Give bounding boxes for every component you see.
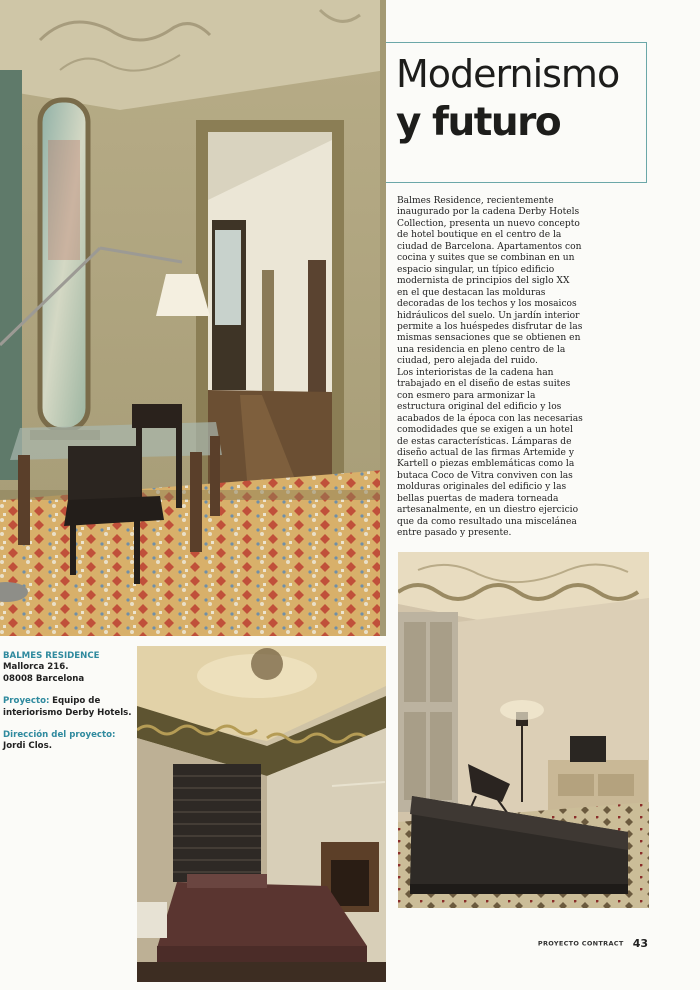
project-credits [3, 651, 133, 764]
photo-bedroom [137, 646, 386, 982]
article-subtitle: y futuro [396, 100, 561, 145]
address-line-1: Mallorca 216. [3, 662, 69, 673]
project-label: Proyecto: [3, 696, 50, 707]
photo-sitting-room [398, 552, 649, 908]
address-line-2: 08008 Barcelona [3, 673, 85, 684]
page-number: 43 [632, 937, 648, 950]
article-title: Modernismo [396, 52, 620, 96]
direction-label: Dirección del proyecto: [3, 730, 116, 741]
article-paragraph-1: Balmes Residence, recientemente inaugurado por la cadena Derby Hotels Collection, presenta un nuevo concepto de hotel boutique en el centro de la ciudad de Barcelona. Apartamentos con cocina y suites que se combinan en un espacio singular, un típico edificio modernista de principios del siglo XX en el que destacan las molduras decoradas de los techos y los mosaicos hidráulicos del suelo. Un jardín interior permite a los huéspedes disfrutar de las mismas sensaciones que se obtienen en una residencia en pleno centro de la ciudad, pero alejada del ruido. [397, 196, 583, 367]
direction-value: Jordi Clos. [3, 741, 52, 752]
article-body [397, 196, 583, 540]
photo-living-dining-room-graphic [0, 0, 386, 636]
article-paragraph-2: Los interioristas de la cadena han trabajado en el diseño de estas suites con esmero para armonizar la estructura original del edificio y los acabados de la época con las necesarias comodidades que se exigen a un hotel de estas características. Lámparas de diseño actual de las firmas Artemide y Kartell o piezas emblemáticas como la butaca Coco de Vitra conviven con las molduras originales del edificio y las bellas puertas de madera torneada artesanalmente, en un diestro ejercicio que da como resultado una miscelánea entre pasado y presente. [397, 367, 583, 539]
page-footer [538, 933, 648, 952]
project-value: Equipo de interiorismo Derby Hotels. [3, 696, 132, 718]
photo-sitting-room-graphic [398, 552, 649, 908]
hotel-name: BALMES RESIDENCE [3, 651, 100, 661]
section-label: PROYECTO CONTRACT [537, 939, 624, 948]
photo-bedroom-graphic [137, 646, 386, 982]
photo-living-dining-room [0, 0, 386, 636]
